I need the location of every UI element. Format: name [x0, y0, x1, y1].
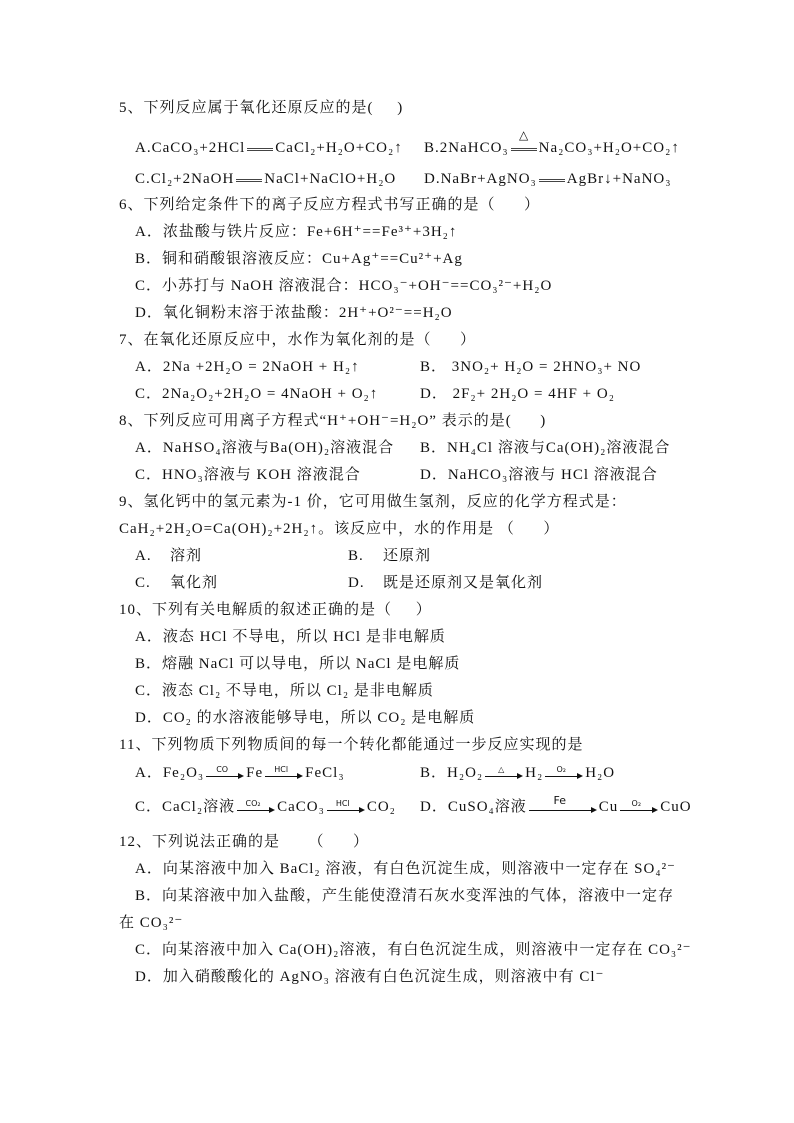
option-text: 加入硝酸酸化的 AgNO₃ 溶液有白色沉淀生成，则溶液中有 Cl⁻: [162, 969, 605, 985]
question-stem: 12、下列说法正确的是 （ ）: [119, 834, 370, 850]
arrow-shaft: [265, 776, 299, 777]
option-label: B.: [348, 548, 364, 564]
reaction-arrow: [485, 764, 523, 781]
option-b-continued: 在 CO₃²⁻: [119, 915, 184, 931]
option-text: NH₄Cl 溶液与Ca(OH)₂溶液混合: [447, 440, 671, 456]
option-c: [135, 681, 434, 701]
double-line: [511, 148, 537, 151]
option-d: [420, 793, 692, 817]
reactants: NaBr+AgNO₃: [440, 171, 537, 187]
reaction-condition: HCl: [274, 764, 289, 774]
products: NaCl+NaClO+H₂O: [264, 171, 397, 187]
arrowhead: [652, 807, 658, 813]
species: H₂: [525, 765, 544, 781]
option-text: 熔融 NaCl 可以导电，所以 NaCl 是电解质: [162, 656, 461, 672]
double-line: [539, 179, 565, 182]
products: AgBr↓+NaNO₃: [566, 171, 672, 187]
option-label: A.: [135, 140, 152, 156]
arrow-shaft: [327, 810, 361, 811]
species: Fe: [246, 765, 264, 781]
option-label: A．: [135, 359, 163, 375]
option-label: D.: [424, 171, 441, 187]
option-a: [135, 546, 202, 566]
option-c: [135, 384, 378, 404]
reaction-condition: △: [498, 764, 505, 774]
option-text: 3NO₂+ H₂O = 2HNO₃+ NO: [447, 359, 642, 375]
double-line: [247, 148, 273, 151]
species: Cu: [598, 799, 619, 815]
option-label: B．: [135, 888, 163, 904]
reaction-condition: CO₂: [245, 798, 261, 808]
option-text: 溶剂: [170, 548, 203, 564]
option-text: 2Na +2H₂O = 2NaOH + H₂↑: [162, 359, 360, 375]
reaction-arrow: [237, 798, 275, 815]
option-c: [135, 169, 396, 189]
option-label: B.: [424, 140, 440, 156]
option-a: [135, 859, 676, 879]
option-text: 小苏打与 NaOH 溶液混合：HCO₃⁻+OH⁻==CO₃²⁻+H₂O: [162, 278, 553, 294]
option-label: D．: [420, 386, 448, 402]
arrow-shaft: [545, 776, 579, 777]
option-label: B．: [420, 359, 448, 375]
option-b: [420, 357, 641, 377]
arrowhead: [297, 773, 303, 779]
arrow-shaft: [206, 776, 240, 777]
arrow-shaft: [620, 810, 654, 811]
reaction-arrow: [620, 798, 658, 815]
question-stem-continued: CaH₂+2H₂O=Ca(OH)₂+2H₂↑。该反应中，水的作用是 （ ）: [119, 521, 560, 537]
option-label: B．: [135, 251, 163, 267]
option-a: [135, 438, 394, 458]
reaction-arrow: [545, 764, 583, 781]
option-label: C．: [135, 683, 163, 699]
reaction-condition: CO: [216, 764, 229, 774]
option-label: C．: [135, 467, 163, 483]
option-c: [135, 940, 692, 960]
option-label: C.: [135, 575, 151, 591]
option-text: 铜和硝酸银溶液反应：Cu+Ag⁺==Cu²⁺+Ag: [162, 251, 463, 267]
option-d: [420, 465, 658, 485]
option-label: A.: [135, 548, 152, 564]
option-label: D．: [135, 710, 163, 726]
reaction-condition: HCl: [335, 798, 350, 808]
question-stem: 7、在氧化还原反应中，水作为氧化剂的是（ ）: [119, 332, 477, 348]
option-text: 既是还原剂又是氧化剂: [383, 575, 544, 591]
option-d: [135, 303, 453, 323]
reaction-condition: Fe: [553, 793, 567, 807]
option-a: [135, 138, 403, 158]
option-text: NaHCO₃溶液与 HCl 溶液混合: [447, 467, 658, 483]
question-stem: 5、下列反应属于氧化还原反应的是( ): [119, 100, 404, 116]
species: CuO: [660, 799, 692, 815]
option-c: [135, 797, 396, 817]
products: Na₂CO₃+H₂O+CO₂↑: [538, 140, 680, 156]
option-label: D．: [135, 305, 163, 321]
option-b: [348, 546, 431, 566]
option-label: A．: [135, 440, 163, 456]
option-text: 氧化剂: [170, 575, 219, 591]
option-text: NaHSO₄溶液与Ba(OH)₂溶液混合: [162, 440, 395, 456]
question-stem: 9、氢化钙中的氢元素为-1 价，它可用做生氢剂，反应的化学方程式是：: [119, 494, 627, 510]
option-label: C．: [135, 799, 163, 815]
option-text: 2F₂+ 2H₂O = 4HF + O₂: [447, 386, 615, 402]
option-b: [420, 438, 670, 458]
option-a: [135, 763, 345, 783]
arrow-shaft: [529, 810, 593, 811]
option-a: [135, 222, 457, 242]
arrowhead: [269, 807, 275, 813]
option-text: 氧化铜粉末溶于浓盐酸：2H⁺+O²⁻==H₂O: [162, 305, 453, 321]
option-text: 液态 HCl 不导电，所以 HCl 是非电解质: [162, 629, 446, 645]
arrowhead: [517, 773, 523, 779]
option-text: 向某溶液中加入 BaCl₂ 溶液，有白色沉淀生成，则溶液中一定存在 SO₄²⁻: [162, 861, 676, 877]
equals-sign: [236, 173, 262, 187]
arrow-shaft: [237, 810, 271, 811]
option-label: A．: [135, 629, 163, 645]
option-d: [135, 708, 475, 728]
option-label: D．: [135, 969, 163, 985]
option-d: [420, 384, 615, 404]
option-text: 浓盐酸与铁片反应：Fe+6H⁺==Fe³⁺+3H₂↑: [162, 224, 458, 240]
option-c: [135, 465, 361, 485]
option-label: D.: [348, 575, 365, 591]
reactants: CaCO₃+2HCl: [151, 140, 246, 156]
option-text: 还原剂: [383, 548, 432, 564]
option-label: A．: [135, 224, 163, 240]
option-b: [135, 886, 674, 906]
question-stem: 8、下列反应可用离子方程式“H⁺+OH⁻=H₂O” 表示的是( ): [119, 413, 547, 429]
option-label: C.: [135, 171, 151, 187]
species: CO₂: [366, 799, 396, 815]
option-label: A．: [135, 765, 163, 781]
species: H₂O₂: [447, 765, 484, 781]
arrow-shaft: [485, 776, 519, 777]
arrowhead: [238, 773, 244, 779]
option-text: HNO₃溶液与 KOH 溶液混合: [162, 467, 361, 483]
reaction-condition: O₂: [631, 798, 642, 808]
option-label: C．: [135, 386, 163, 402]
reaction-arrow: [206, 764, 244, 781]
equals-sign: [247, 142, 273, 156]
question-stem: 10、下列有关电解质的叙述正确的是（ ）: [119, 602, 432, 618]
option-text: 向某溶液中加入 Ca(OH)₂溶液，有白色沉淀生成，则溶液中一定存在 CO₃²⁻: [162, 942, 692, 958]
arrowhead: [359, 807, 365, 813]
option-b: [424, 127, 680, 158]
option-a: [135, 357, 360, 377]
option-label: A．: [135, 861, 163, 877]
option-d: [424, 169, 671, 189]
reactants: Cl₂+2NaOH: [150, 171, 235, 187]
heating-condition: △: [519, 127, 529, 142]
option-c: [135, 573, 218, 593]
question-stem: 6、下列给定条件下的离子反应方程式书写正确的是（ ）: [119, 197, 541, 213]
reaction-arrow: [327, 798, 365, 815]
arrowhead: [591, 807, 597, 813]
option-b: [135, 249, 463, 269]
option-a: [135, 627, 446, 647]
option-c: [135, 276, 552, 296]
species: CuSO₄溶液: [447, 799, 527, 815]
option-text: 向某溶液中加入盐酸，产生能使澄清石灰水变浑浊的气体，溶液中一定存: [162, 888, 675, 904]
reaction-arrow: [265, 764, 303, 781]
equals-sign: [539, 173, 565, 187]
arrowhead: [577, 773, 583, 779]
reactants: 2NaHCO₃: [439, 140, 509, 156]
double-line: [236, 179, 262, 182]
species: FeCl₃: [305, 765, 345, 781]
option-d: [348, 573, 543, 593]
species: Fe₂O₃: [162, 765, 205, 781]
option-label: C．: [135, 278, 163, 294]
option-label: D．: [420, 799, 448, 815]
option-label: D．: [420, 467, 448, 483]
option-b: [420, 763, 615, 783]
question-stem: 11、下列物质下列物质间的每一个转化都能通过一步反应实现的是: [119, 737, 584, 753]
option-label: B．: [135, 656, 163, 672]
option-label: B．: [420, 440, 448, 456]
option-text: CO₂ 的水溶液能够导电，所以 CO₂ 是电解质: [162, 710, 476, 726]
option-label: B．: [420, 765, 448, 781]
option-text: 液态 Cl₂ 不导电，所以 Cl₂ 是非电解质: [162, 683, 434, 699]
reaction-arrow: [529, 793, 597, 815]
species: CaCO₃: [277, 799, 325, 815]
option-text: 2Na₂O₂+2H₂O = 4NaOH + O₂↑: [162, 386, 379, 402]
option-label: C．: [135, 942, 163, 958]
option-b: [135, 654, 460, 674]
products: CaCl₂+H₂O+CO₂↑: [275, 140, 403, 156]
option-d: [135, 967, 604, 987]
equals-sign: [511, 127, 537, 156]
species: H₂O: [585, 765, 616, 781]
reaction-condition: O₂: [556, 764, 566, 774]
species: CaCl₂溶液: [162, 799, 236, 815]
